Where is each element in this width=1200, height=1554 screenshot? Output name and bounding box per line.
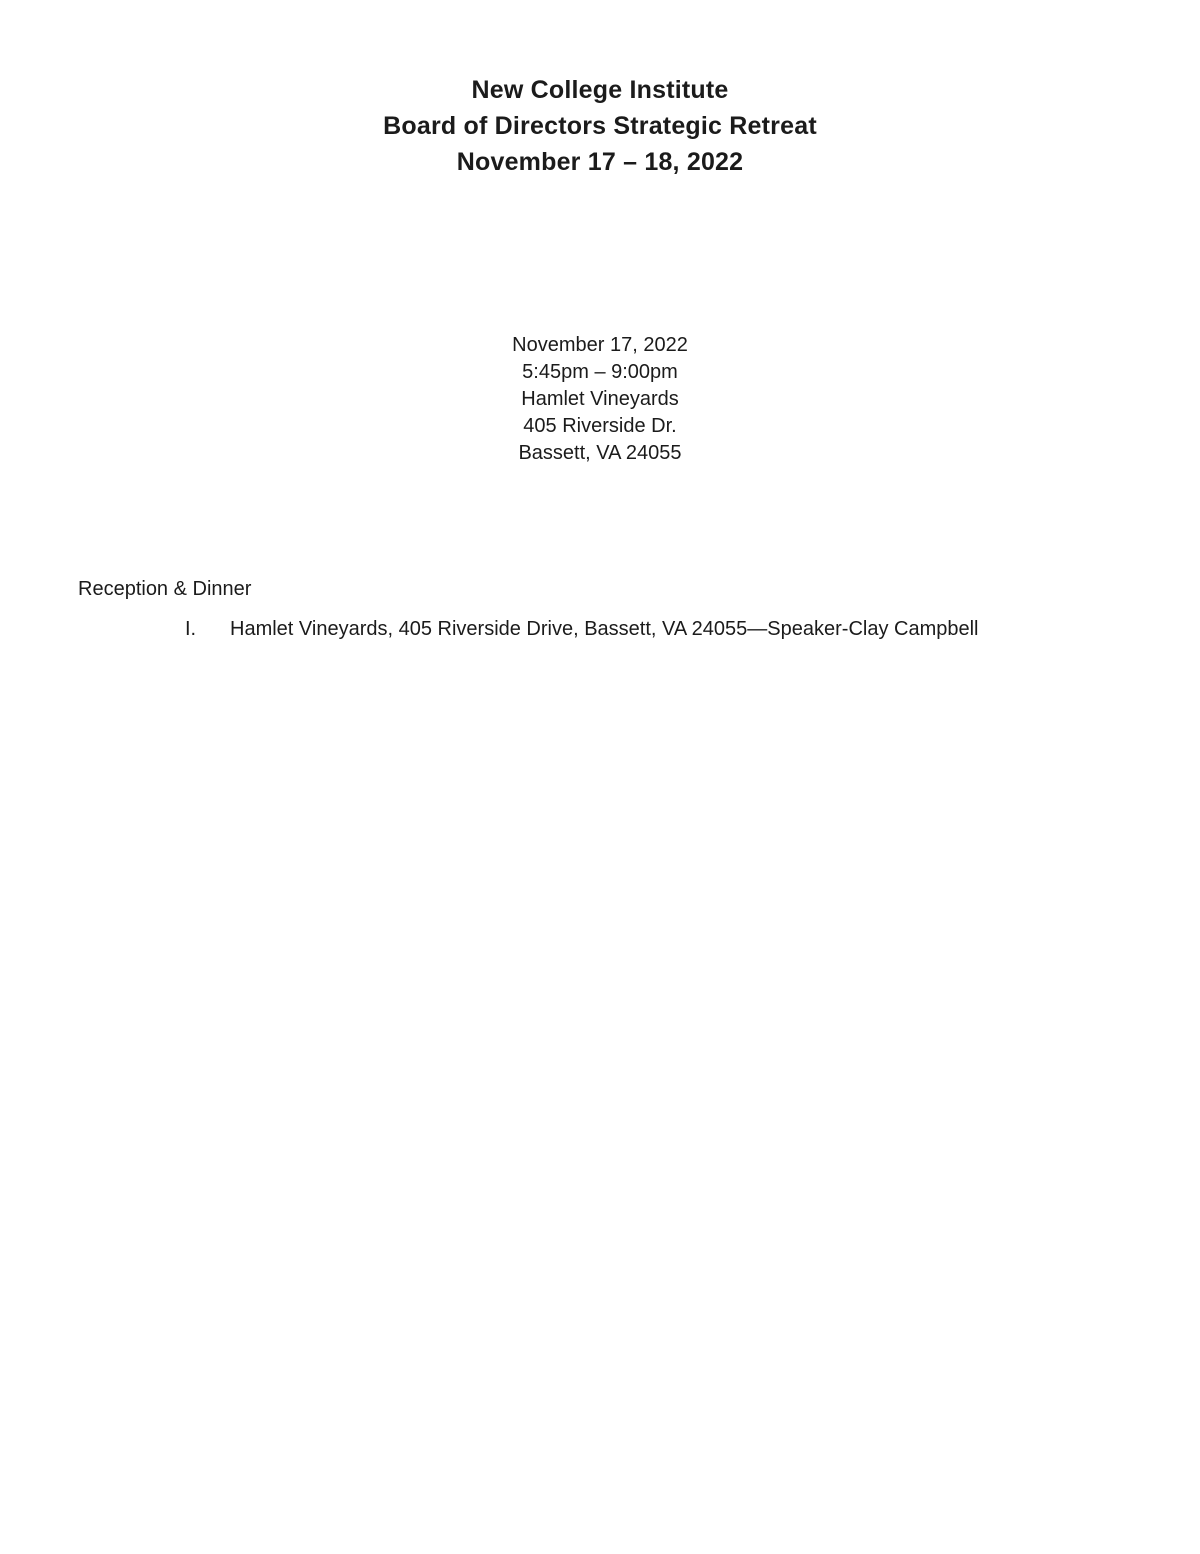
event-date: November 17, 2022 [512, 334, 688, 356]
document-title-block [0, 0, 1200, 180]
agenda-item [185, 617, 1200, 641]
event-venue: Hamlet Vineyards [521, 388, 679, 410]
agenda-item-text: Hamlet Vineyards, 405 Riverside Drive, Bassett, VA 24055—Speaker-Clay Campbell [230, 618, 979, 640]
event-time: 5:45pm – 9:00pm [522, 361, 678, 383]
event-details-block [0, 332, 1200, 467]
title-line-event: Board of Directors Strategic Retreat [383, 112, 817, 140]
title-line-institute: New College Institute [471, 76, 729, 104]
event-city-state-zip: Bassett, VA 24055 [518, 442, 682, 464]
section-heading-reception-dinner: Reception & Dinner [78, 578, 252, 600]
event-street-address: 405 Riverside Dr. [523, 415, 677, 437]
agenda-item-numeral: I. [185, 618, 197, 640]
title-line-dates: November 17 – 18, 2022 [456, 148, 744, 176]
